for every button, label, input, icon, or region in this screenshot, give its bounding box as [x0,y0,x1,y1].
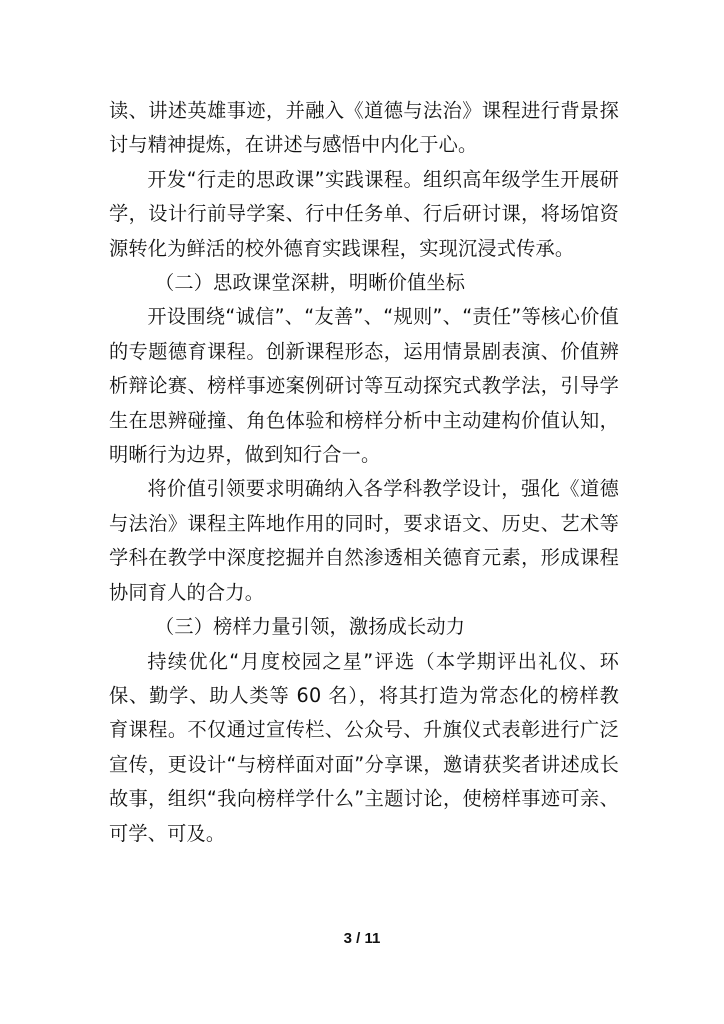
paragraph-core-values: 开设围绕“诚信”、“友善”、“规则”、“责任”等核心价值的专题德育课程。创新课程形态，运用情景剧表演、价值辨析辩论赛、榜样事迹案例研讨等互动探究式教学法，引导学生在思辨碰撞、角色体验和榜样分析中主动建构价值认知，明晰行为边界，做到知行合一。 [109,305,619,467]
paragraph-practice-course: 开发“行走的思政课”实践课程。组织高年级学生开展研学，设计行前导学案、行中任务单、行后研讨课，将场馆资源转化为鲜活的校外德育实践课程，实现沉浸式传承。 [109,167,619,260]
document-body [109,94,619,851]
section-heading-3: （三）榜样力量引领，激扬成长动力 [155,615,466,639]
paragraph-role-models: 持续优化“月度校园之星”评选（本学期评出礼仪、环保、勤学、助人类等 60 名），将其打造为常态化的榜样教育课程。不仅通过宣传栏、公众号、升旗仪式表彰进行广泛宣传，更设计“与榜样面对面”分享课，邀请获奖者讲述成长故事，组织“我向榜样学什么”主题讨论，使榜样事迹可亲、可学、可及。 [109,649,619,845]
section-heading-2: （二）思政课堂深耕，明晰价值坐标 [155,271,466,295]
page-number: 3 / 11 [343,930,381,947]
paragraph-subject-integration: 将价值引领要求明确纳入各学科教学设计，强化《道德与法治》课程主阵地作用的同时，要求语文、历史、艺术等学科在教学中深度挖掘并自然渗透相关德育元素，形成课程协同育人的合力。 [109,477,619,604]
paragraph-continuation: 读、讲述英雄事迹，并融入《道德与法治》课程进行背景探讨与精神提炼，在讲述与感悟中内化于心。 [109,99,619,157]
